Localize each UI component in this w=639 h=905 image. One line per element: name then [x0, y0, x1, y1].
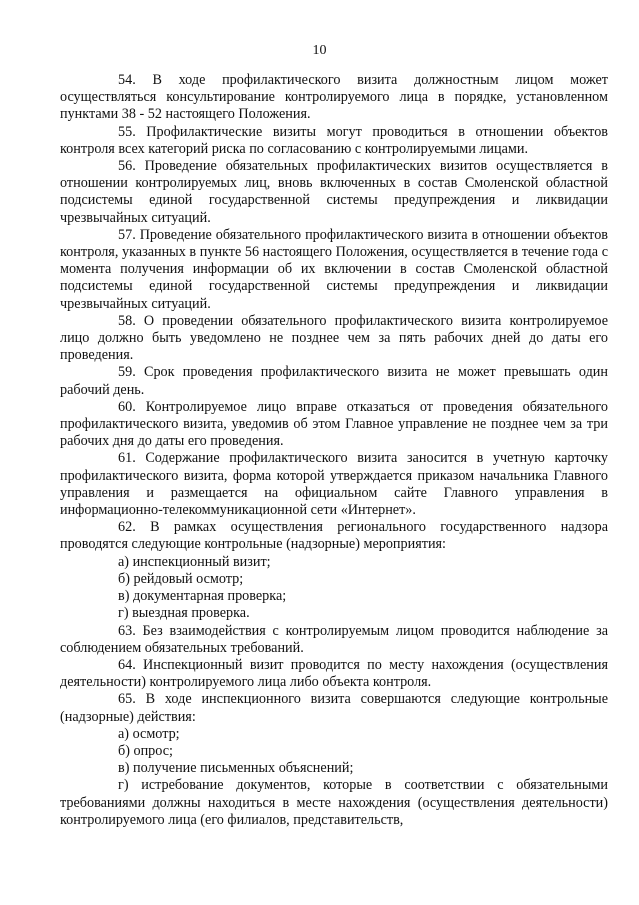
list-item: б) опрос; [118, 742, 173, 759]
list-item: б) рейдовый осмотр; [118, 570, 244, 587]
paragraph: 61. Содержание профилактического визита заносится в учетную карточку профилактического визита, форма которой утверждается приказом начальника Главного управления и размещается на официальном сайте Главного управления в информационно-телекоммуникационной сети «Интернет». [60, 450, 608, 519]
paragraph: 65. В ходе инспекционного визита совершаются следующие контрольные (надзорные) действия: [60, 691, 608, 725]
list-item: в) документарная проверка; [118, 588, 287, 605]
paragraph: 58. О проведении обязательного профилактического визита контролируемое лицо должно быть уведомлено не позднее чем за пять рабочих дней до даты его проведения. [60, 312, 608, 364]
paragraph: 60. Контролируемое лицо вправе отказаться от проведения обязательного профилактического визита, уведомив об этом Главное управление не позднее чем за три рабочих дня до даты его проведения. [60, 398, 608, 450]
document-body [60, 72, 608, 829]
paragraph: 62. В рамках осуществления регионального государственного надзора проводятся следующие контрольные (надзорные) мероприятия: [60, 519, 608, 553]
paragraph: 54. В ходе профилактического визита должностным лицом может осуществляться консультирование контролируемого лица в порядке, установленном пунктами 38 - 52 настоящего Положения. [60, 72, 608, 123]
list-item: в) получение письменных объяснений; [118, 760, 354, 777]
paragraph: 63. Без взаимодействия с контролируемым лицом проводится наблюдение за соблюдением обязательных требований. [60, 622, 608, 656]
paragraph: 57. Проведение обязательного профилактического визита в отношении объектов контроля, указанных в пункте 56 настоящего Положения, осуществляется в течение года с момента получения информации об их включении в состав Смоленской областной подсистемы единой государственной системы предупреждения и ликвидации чрезвычайных ситуаций. [60, 226, 608, 312]
paragraph: г) истребование документов, которые в соответствии с обязательными требованиями должны находиться в месте нахождения (осуществления деятельности) контролируемого лица (его филиалов, представительств, [60, 777, 608, 828]
page-number: 10 [312, 43, 327, 58]
list-item: а) осмотр; [118, 725, 180, 742]
paragraph: 55. Профилактические визиты могут проводиться в отношении объектов контроля всех категорий риска по согласованию с контролируемыми лицами. [60, 123, 608, 157]
list-item: г) выездная проверка. [118, 605, 250, 622]
paragraph: 59. Срок проведения профилактического визита не может превышать один рабочий день. [60, 364, 608, 398]
paragraph: 64. Инспекционный визит проводится по месту нахождения (осуществления деятельности) контролируемого лица либо объекта контроля. [60, 656, 608, 691]
list-item: а) инспекционный визит; [118, 553, 271, 570]
paragraph: 56. Проведение обязательных профилактических визитов осуществляется в отношении контролируемых лиц, вновь включенных в состав Смоленской областной подсистемы единой государственной системы предупреждения и ликвидации чрезвычайных ситуаций. [60, 158, 608, 226]
